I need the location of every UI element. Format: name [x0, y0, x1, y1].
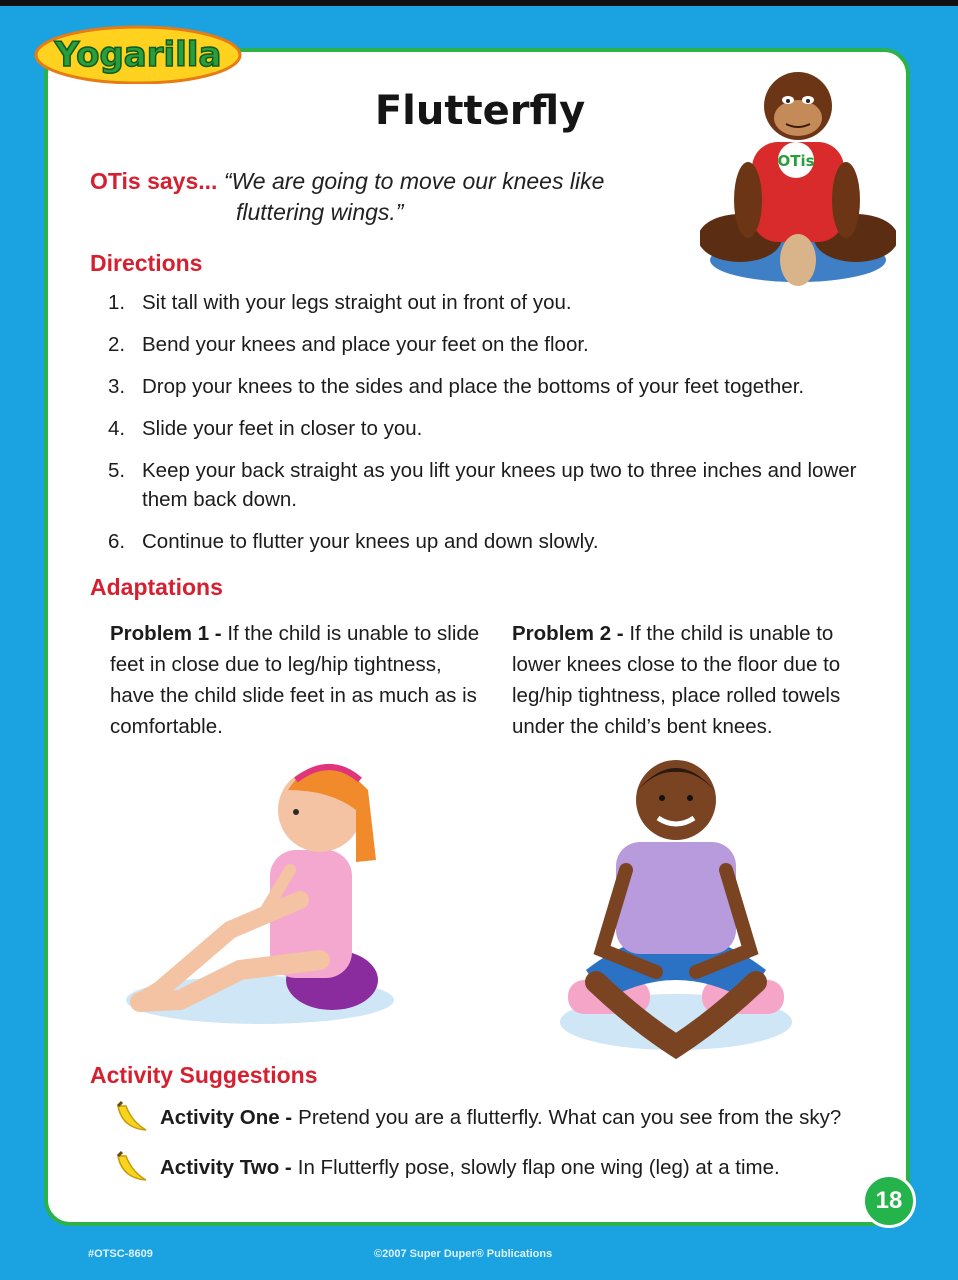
list-item	[108, 527, 878, 556]
problem-1	[110, 618, 480, 742]
list-item	[108, 414, 878, 443]
step-text: Drop your knees to the sides and place the bottoms of your feet together.	[142, 375, 805, 398]
top-bar	[0, 0, 958, 6]
problem-2-label: Problem 2 -	[512, 622, 624, 645]
problem-1-text: If the child is unable to slide feet in close due to leg/hip tightness, have the child slide feet in as much as is comfortable.	[110, 622, 480, 738]
step-text: Bend your knees and place your feet on the floor.	[142, 333, 589, 356]
list-item	[108, 288, 878, 317]
list-item	[108, 456, 878, 514]
step-number: 2.	[108, 333, 126, 356]
banana-icon	[112, 1098, 152, 1138]
otis-gorilla-illustration	[700, 60, 896, 292]
girl-sitting-illustration	[120, 750, 400, 1040]
footer-copyright: ©2007 Super Duper® Publications	[374, 1248, 553, 1260]
adaptations-heading: Adaptations	[90, 574, 223, 600]
otis-says-quote	[90, 166, 604, 228]
yogarilla-logo	[34, 22, 242, 84]
list-item	[108, 372, 878, 401]
banana-icon	[112, 1148, 152, 1188]
problem-1-label: Problem 1 -	[110, 622, 222, 645]
boy-sitting-illustration	[556, 750, 796, 1060]
otis-quote-line2: fluttering wings.”	[236, 199, 404, 225]
directions-list	[108, 288, 878, 569]
step-text: Sit tall with your legs straight out in front of you.	[142, 291, 572, 314]
step-number: 6.	[108, 530, 126, 553]
step-number: 1.	[108, 291, 126, 314]
otis-quote-line1: “We are going to move our knees like	[223, 168, 605, 194]
footer-product-code: #OTSC-8609	[88, 1248, 153, 1260]
step-text: Slide your feet in closer to you.	[142, 417, 423, 440]
svg-text:OTis: OTis	[777, 152, 815, 170]
step-text: Keep your back straight as you lift your knees up two to three inches and lower them back down.	[142, 459, 857, 511]
otis-says-label: OTis says...	[90, 168, 218, 194]
activity-one-label: Activity One -	[160, 1106, 293, 1129]
step-text: Continue to flutter your knees up and down slowly.	[142, 530, 599, 553]
page-title: Flutterfly	[374, 88, 586, 134]
activity-two-text: In Flutterfly pose, slowly flap one wing (leg) at a time.	[297, 1156, 780, 1179]
directions-heading: Directions	[90, 250, 203, 276]
activity-one-text: Pretend you are a flutterfly. What can you see from the sky?	[298, 1106, 842, 1129]
page-number-badge: 18	[862, 1174, 916, 1228]
activity-two-label: Activity Two -	[160, 1156, 292, 1179]
activity-two	[112, 1148, 780, 1188]
activity-one	[112, 1098, 841, 1138]
step-number: 3.	[108, 375, 126, 398]
svg-text:Yogarilla: Yogarilla	[54, 35, 222, 75]
step-number: 5.	[108, 459, 126, 482]
step-number: 4.	[108, 417, 126, 440]
problem-2	[512, 618, 882, 742]
activity-suggestions-heading: Activity Suggestions	[90, 1062, 318, 1088]
list-item	[108, 330, 878, 359]
problem-2-text: If the child is unable to lower knees close to the floor due to leg/hip tightness, place rolled towels under the child’s bent knees.	[512, 622, 841, 738]
